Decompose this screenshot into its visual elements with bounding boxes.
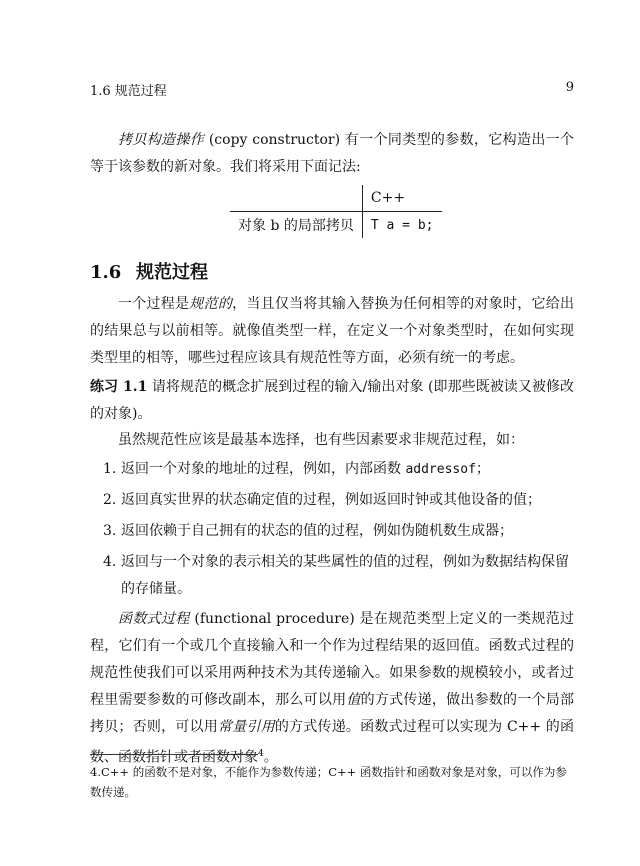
para1-text-b: ，当且仅当将其输入替换为任何相等的对象时，它给出的结果总与以前相等。就像值类型一样，在定义一个对象类型时，在如何实现类型里的相等，哪些过程应该具有规范性等方面，必须有统一的考虑。 (90, 296, 575, 366)
list-item-text: 返回一个对象的地址的过程，例如，内部函数 (121, 461, 406, 477)
para3-text-b: 的方式传递，做出参数的一个局部拷贝；否则，可以用 (90, 692, 575, 735)
para1-text-a: 一个过程是 (118, 296, 190, 312)
section-title: 规范过程 (136, 262, 208, 283)
term-regular: 规范的 (189, 296, 233, 312)
table-row-label: 对象 b 的局部拷贝 (230, 212, 362, 239)
list-item-number: 4. (103, 554, 117, 570)
table-corner (230, 185, 362, 212)
list-item (103, 518, 573, 545)
term-copy-constructor: 拷贝构造操作 (118, 132, 205, 148)
footnote-text: C++ 的函数不是对象，不能作为参数传递；C++ 函数指针和函数对象是对象，可以作为参数传递。 (90, 765, 567, 799)
list-item-code: addressof (405, 462, 476, 477)
list-item (103, 487, 573, 514)
paragraph-definition (90, 291, 574, 372)
intro-paragraph (90, 127, 574, 181)
paragraph-nonregular-intro: 虽然规范性应该是最基本选择，也有些因素要求非规范过程，如： (118, 432, 524, 448)
table-col-header: C++ (362, 185, 441, 212)
table-row-value: T a = b; (370, 217, 434, 233)
running-head-section: 1.6 规范过程 (90, 84, 167, 99)
footnote (90, 762, 574, 802)
exercise (90, 374, 574, 428)
section-number: 1.6 (90, 262, 122, 283)
list-item (103, 549, 573, 603)
footnote-rule (90, 754, 258, 755)
list-item-text: 返回真实世界的状态确定值的过程，例如返回时钟或其他设备的值； (121, 492, 541, 508)
list-item-text: 返回依赖于自己拥有的状态的值的过程，例如伪随机数生成器； (121, 523, 513, 539)
page-number: 9 (565, 80, 574, 95)
list-item-tail: ； (475, 461, 490, 477)
exercise-label: 练习 1.1 (90, 379, 148, 395)
intro-text: (copy constructor) 有一个同类型的参数，它构造出一个等于该参数的新对象。我们将采用下面记法: (90, 132, 574, 175)
term-const-ref: 常量引用 (217, 719, 275, 735)
list-item-text: 返回与一个对象的表示相关的某些属性的值的过程，例如为数据结构保留的存储量。 (121, 554, 569, 597)
footnote-marker: 4 (258, 749, 264, 759)
para3-text-c: 的方式传递。函数式过程可以实现为 C++ 的函数、函数指针或者函数对象 (90, 719, 575, 766)
list-item (103, 456, 573, 483)
section-heading (90, 258, 208, 284)
para3-text-a: (functional procedure) 是在规范类型上定义的一类规范过程，它们有一个或几个直接输入和一个作为过程结果的返回值。函数式过程的规范性使我们可以采用两种技术为其传递输入。如果参数的规模较小，或者过程里需要参数的可修改副本，那么可以用 (90, 611, 574, 708)
footnote-number: 4. (90, 765, 101, 779)
term-value: 值 (346, 692, 361, 708)
list-item-number: 1. (103, 461, 117, 477)
term-functional-procedure: 函数式过程 (118, 611, 190, 627)
list-item-number: 3. (103, 523, 117, 539)
exercise-text: 请将规范的概念扩展到过程的输入/输出对象 (即那些既被读又被修改的对象)。 (90, 379, 574, 422)
notation-table (230, 185, 442, 238)
para3-text-d: 。 (263, 749, 278, 766)
paragraph-functional-procedure (90, 606, 574, 772)
list-item-number: 2. (103, 492, 117, 508)
